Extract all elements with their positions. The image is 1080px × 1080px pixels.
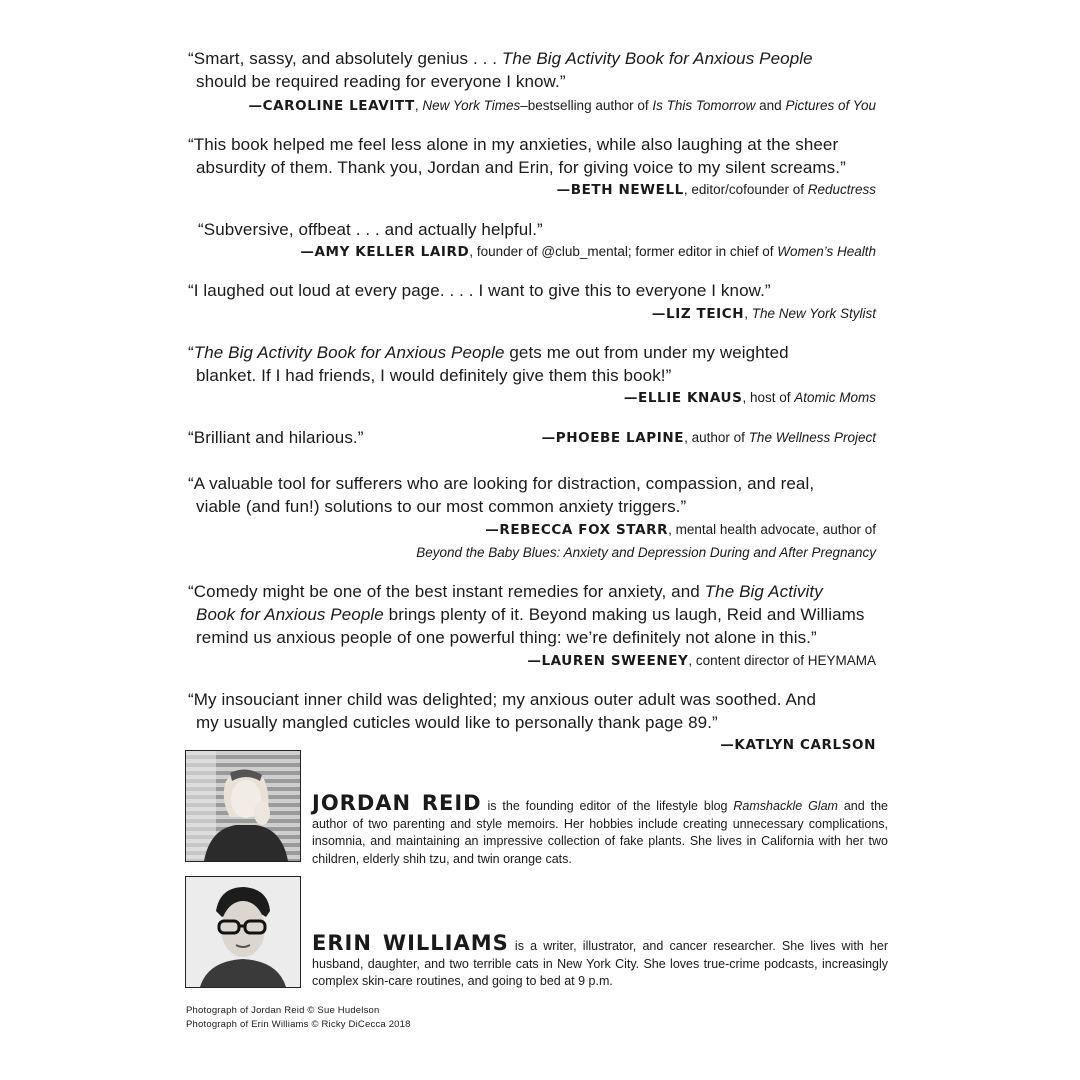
- photo-credits: [186, 1004, 411, 1032]
- attribution-leavitt: —CAROLINE LEAVITT, New York Times–bestselling author of Is This Tomorrow and Pictures of You: [248, 98, 876, 114]
- blurb-quote-starr: “A valuable tool for sufferers who are looking for distraction, compassion, and real, viable (and fun!) solutions to our most common anxiety triggers.”: [188, 474, 815, 516]
- blurb-quote-laird: “Subversive, offbeat . . . and actually helpful.”: [198, 220, 543, 239]
- blurb-quote-sweeney: “Comedy might be one of the best instant remedies for anxiety, and The Big Activity Book for Anxious People brings plenty of it. Beyond making us laugh, Reid and Williams remind us anxious people of one powerful thing: we’re definitely not alone in this.”: [188, 582, 865, 647]
- author-photo-erin-williams: [185, 876, 301, 988]
- author-bio-erin-williams: ERIN WILLIAMS is a writer, illustrator, and cancer researcher. She lives with her husband, daughter, and two terrible cats in New York City. She loves true-crime podcasts, increasingly complex skin-care routines, and going to bed at 9 p.m.: [312, 931, 888, 988]
- blurb-quote-newell: “This book helped me feel less alone in my anxieties, while also laughing at the sheer absurdity of them. Thank you, Jordan and Erin, for giving voice to my silent screams.”: [188, 135, 846, 177]
- attribution-sweeney: —LAUREN SWEENEY, content director of HEYMAMA: [527, 653, 876, 669]
- portrait-illustration: [186, 751, 300, 861]
- attribution-starr-book: Beyond the Baby Blues: Anxiety and Depression During and After Pregnancy: [416, 545, 876, 560]
- author-bio-jordan-reid: JORDAN REID is the founding editor of the lifestyle blog Ramshackle Glam and the author of two parenting and style memoirs. Her hobbies include creating unnecessary complications, insomnia, and maintaining an impressive collection of fake plants. She lives in California with her two children, elderly shih tzu, and twin orange cats.: [312, 791, 888, 866]
- blurb-quote-leavitt: “Smart, sassy, and absolutely genius . . . The Big Activity Book for Anxious People should be required reading for everyone I know.”: [188, 49, 813, 91]
- attribution-knaus: —ELLIE KNAUS, host of Atomic Moms: [623, 390, 876, 406]
- attribution-carlson: —KATLYN CARLSON: [720, 737, 876, 753]
- photo-credit-reid: Photograph of Jordan Reid © Sue Hudelson: [186, 1005, 380, 1016]
- author-photo-jordan-reid: [185, 750, 301, 862]
- attribution-starr: —REBECCA FOX STARR, mental health advocate, author of: [485, 522, 876, 538]
- attribution-laird: —AMY KELLER LAIRD, founder of @club_mental; former editor in chief of Women’s Health: [300, 244, 876, 260]
- portrait-illustration: [186, 877, 300, 987]
- attribution-newell: —BETH NEWELL, editor/cofounder of Reductress: [556, 182, 876, 198]
- blurb-quote-lapine: “Brilliant and hilarious.”: [188, 428, 364, 447]
- attribution-teich: —LIZ TEICH, The New York Stylist: [651, 306, 876, 322]
- blurb-quote-knaus: “The Big Activity Book for Anxious People gets me out from under my weighted blanket. If I had friends, I would definitely give them this book!”: [188, 343, 789, 385]
- attribution-lapine: —PHOEBE LAPINE, author of The Wellness Project: [541, 430, 876, 446]
- blurb-quote-carlson: “My insouciant inner child was delighted; my anxious outer adult was soothed. And my usually mangled cuticles would like to personally thank page 89.”: [188, 690, 817, 732]
- photo-credit-williams: Photograph of Erin Williams © Ricky DiCecca 2018: [186, 1019, 411, 1030]
- blurb-quote-teich: “I laughed out loud at every page. . . . I want to give this to everyone I know.”: [188, 281, 771, 300]
